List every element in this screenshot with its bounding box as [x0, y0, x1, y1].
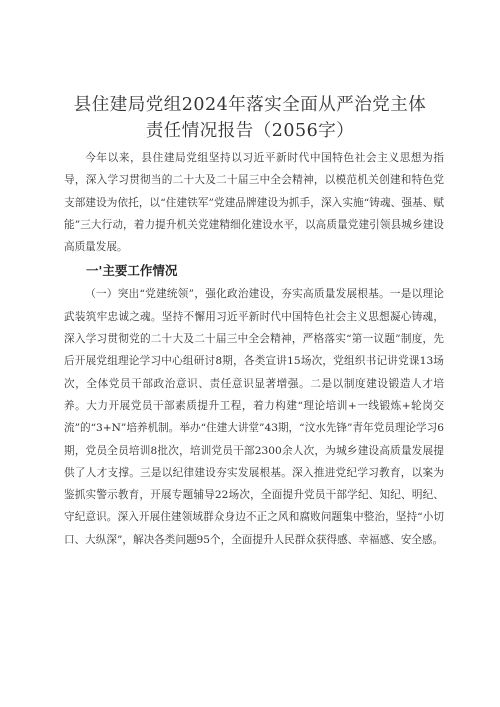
section-paragraph: （一）突出“党建统领”，强化政治建设，夯实高质量发展根基。一是以理论武装筑牢忠诚之魂。坚持不懈用习近平新时代中国特色社会主义思想凝心铸魂，深入学习贯彻党的二十大及二十届三中全会精神，严格落实“第一议题”制度，先后开展党组理论学习中心组研讨8期，各类宣讲15场次，党组织书记讲党课13场次，全体党员干部政治意识、责任意识显著增强。二是以制度建设锻造人才培养。大力开展党员干部素质提升工程，着力构建“理论培训+一线锻炼+轮岗交流”的“3+N”培养机制。举办“住建大讲堂”43期，“汶水先锋”青年党员理论学习6期，党员全员培训8批次，培训党员干部2300余人次，为城乡建设高质量发展提供了人才支撑。三是以纪律建设夯实发展根基。深入推进党纪学习教育，以案为鉴抓实警示教育，开展专题辅导22场次，全面提升党员干部学纪、知纪、明纪、守纪意识。深入开展住建领域群众身边不正之风和腐败问题集中整治，坚持“小切口、大纵深”，解决各类问题95个，全面提升人民群众获得感、幸福感、安全感。	[64, 288, 444, 546]
title-line-2: 责任情况报告（2056字）	[145, 121, 355, 141]
intro-paragraph: 今年以来，县住建局党组坚持以习近平新时代中国特色社会主义思想为指导，深入学习贯彻当的二十大及二十届三中全会精神，以模范机关创建和特色党支部建设为依托，以“住建铁军”党建品牌建设为抓手，深入实施“铸魂、强基、赋能”三大行动，着力提升机关党建精细化建设水平，以高质量党建引领县城乡建设高质量发展。	[64, 152, 444, 254]
document-title	[40, 92, 460, 144]
document-body	[64, 147, 444, 551]
section-heading: 一'主要工作情况	[86, 263, 178, 279]
title-line-1: 县住建局党组2024年落实全面从严治党主体	[73, 95, 427, 115]
